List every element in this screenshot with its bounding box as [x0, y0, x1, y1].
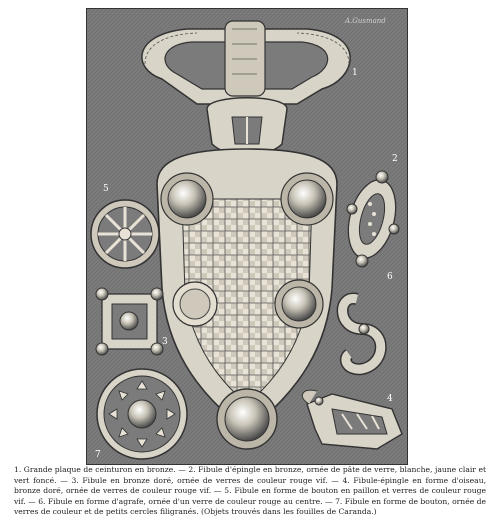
- square-fibula: [96, 288, 163, 355]
- caption-item-5: 5. Fibule en forme de bouton en paillon et verres de couleur rouge vif. —: [14, 486, 486, 506]
- caption-item-2: 2. Fibule d'épingle en bronze, ornée de pâte de verre, blanche, jaune clair et vert foncé. —: [14, 465, 486, 485]
- engraver-signature: A.Gusmand: [345, 17, 386, 25]
- item-number-1: 1: [352, 68, 358, 78]
- item-number-2: 2: [392, 154, 398, 164]
- caption-item-3: 3. Fibule en bronze doré, ornée de verres de couleur rouge vif. —: [71, 475, 339, 485]
- round-button-fibula: [97, 369, 187, 459]
- caption-item-1: 1. Grande plaque de ceinturon en bronze. —: [14, 465, 186, 474]
- caption-item-6: 6. Fibule en forme d'agrafe, ornée d'un verre de couleur rouge au centre. —: [38, 496, 333, 506]
- item-number-4: 4: [387, 394, 393, 404]
- figure-caption: [14, 465, 486, 518]
- engraving-plate: [86, 8, 408, 465]
- wheel-button-fibula: [91, 200, 159, 268]
- item-number-7: 7: [95, 450, 101, 460]
- item-number-5: 5: [103, 184, 109, 194]
- caption-item-7: 7. Fibule en forme de bouton, ornée de verres de couleur et de petits cercles filigranés. (Objets trouvés dans les fouilles de Caranda.): [14, 496, 487, 517]
- item-number-6: 6: [387, 272, 393, 282]
- caption-item-4: 4. Fibule-épingle en forme d'oiseau, bronze doré, ornée de verres de couleur rouge vif. —: [14, 475, 486, 496]
- item-number-3: 3: [162, 337, 168, 347]
